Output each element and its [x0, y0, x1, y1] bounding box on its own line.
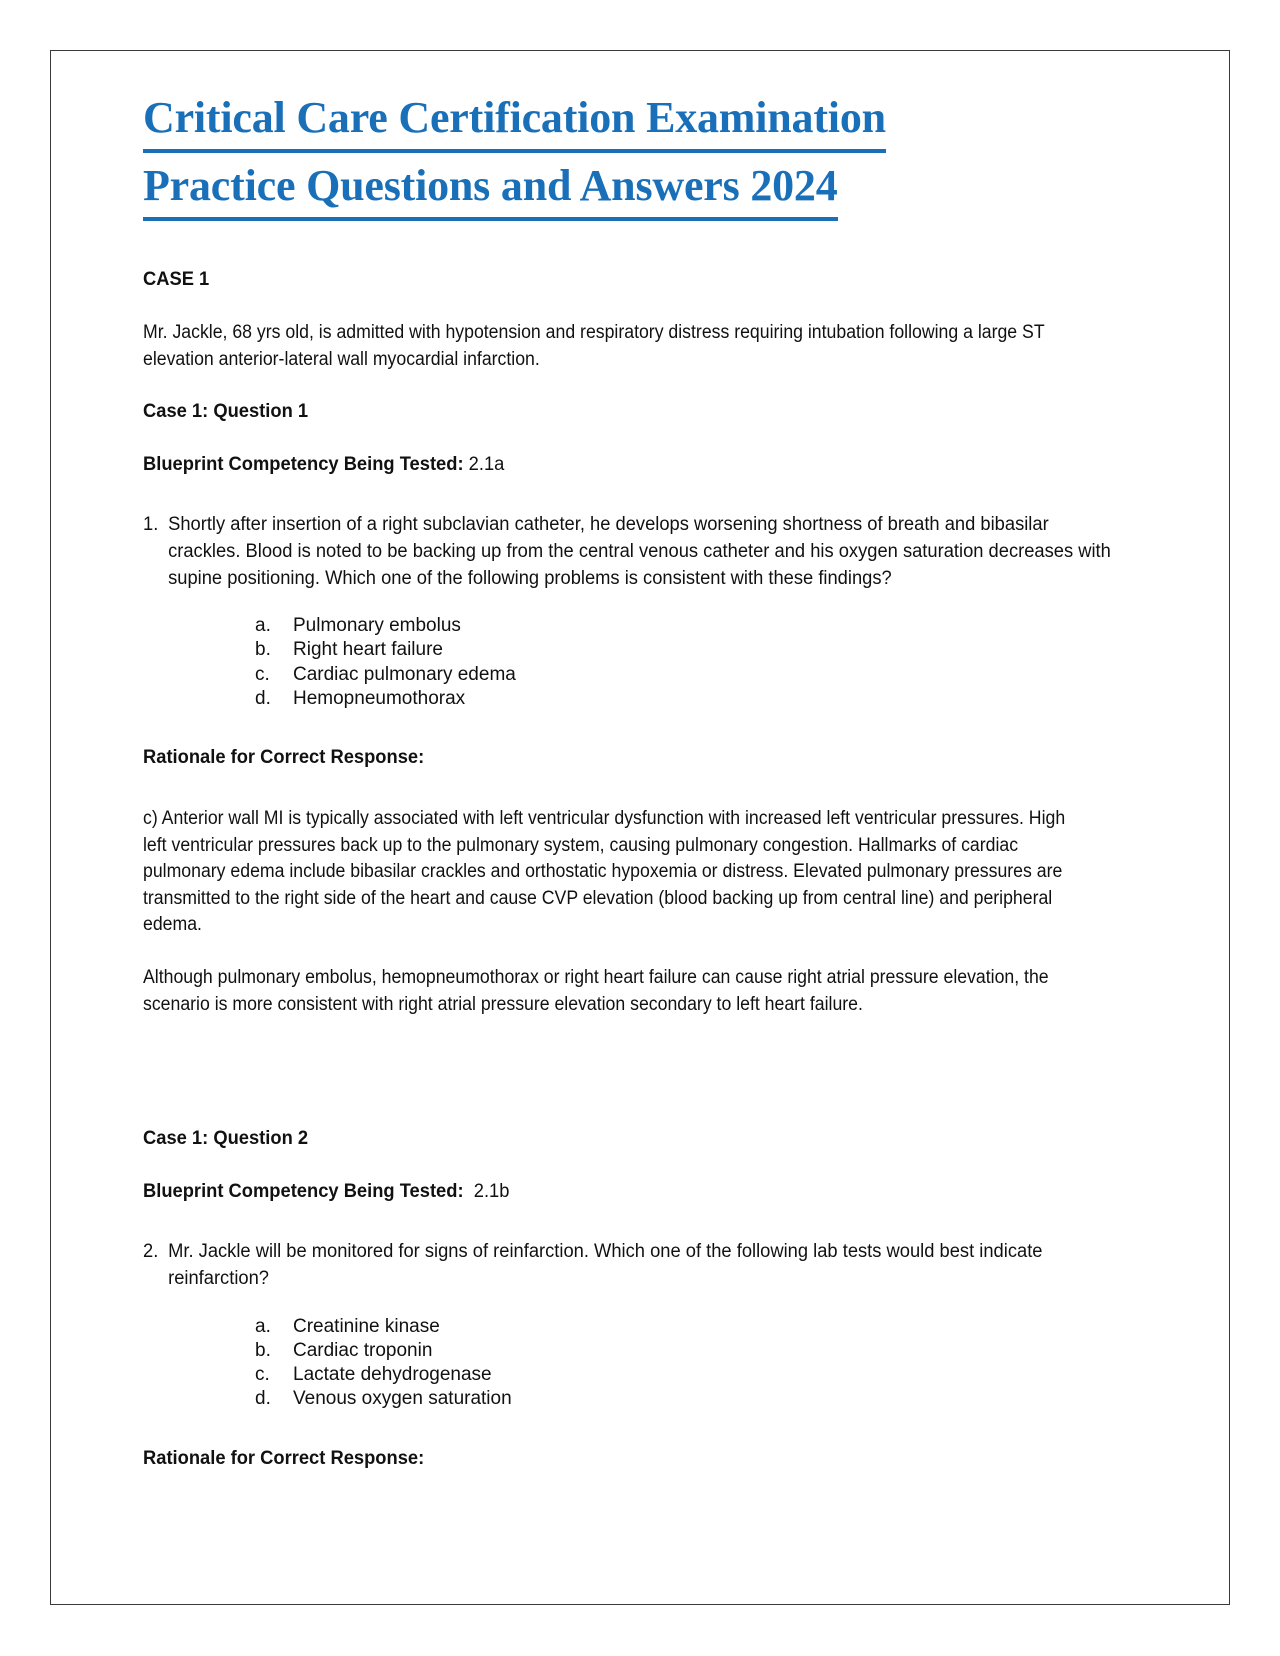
option-item[interactable] [143, 663, 1151, 687]
option-label: Hemopneumothorax [293, 688, 466, 710]
option-label: Right heart failure [293, 639, 443, 661]
question-2-competency [143, 1179, 1116, 1206]
question-1-prompt: Shortly after insertion of a right subclavian catheter, he develops worsening shortness of breath and bibasilar crackles. Blood is noted to be backing up from the central venous catheter and his oxygen saturation decreases with supine positioning. Which one of the following problems is consistent with these findings? [168, 514, 1111, 589]
option-item[interactable] [143, 1339, 1151, 1363]
case-heading: CASE 1 [143, 269, 210, 291]
question-1-rationale-paragraph-2: Although pulmonary embolus, hemopneumothorax or right heart failure can cause right atrial pressure elevation, the scenario is more consistent with right atrial pressure elevation secondary to left heart failure. [143, 966, 1049, 1015]
option-label: Cardiac pulmonary edema [293, 663, 516, 685]
document-body [143, 267, 1151, 1472]
question-1-rationale-heading: Rationale for Correct Response: [143, 747, 425, 769]
option-item[interactable] [143, 687, 1151, 711]
question-2-heading: Case 1: Question 2 [143, 1128, 309, 1150]
question-2-rationale-heading: Rationale for Correct Response: [143, 1447, 425, 1469]
case-stem: Mr. Jackle, 68 yrs old, is admitted with hypotension and respiratory distress requiring intubation following a large ST elevation anterior-lateral wall myocardial infarction. [143, 321, 1045, 370]
question-2-text [143, 1239, 1116, 1292]
option-item[interactable] [143, 1315, 1151, 1339]
page-title-line-1: Critical Care Certification Examination [143, 89, 886, 153]
option-item[interactable] [143, 614, 1151, 638]
option-label: Pulmonary embolus [293, 615, 461, 637]
page-title [143, 89, 1151, 221]
option-letter: c. [255, 663, 270, 685]
question-1-heading: Case 1: Question 1 [143, 401, 309, 423]
question-1-competency [143, 452, 1116, 479]
question-2-number: 2. [143, 1241, 159, 1263]
question-1-competency-label: Blueprint Competency Being Tested: [143, 453, 464, 475]
option-letter: c. [255, 1364, 270, 1386]
option-letter: d. [255, 688, 271, 710]
option-item[interactable] [143, 1363, 1151, 1387]
option-label: Creatinine kinase [293, 1315, 440, 1337]
option-letter: d. [255, 1388, 271, 1410]
question-2-options [143, 1315, 1151, 1412]
page-content [143, 89, 1151, 1472]
question-2-prompt: Mr. Jackle will be monitored for signs of reinfarction. Which one of the following lab tests would best indicate reinfarction? [168, 1241, 1043, 1289]
question-1-rationale-paragraph-1: c) Anterior wall MI is typically associated with left ventricular dysfunction with increased left ventricular pressures. High left ventricular pressures back up to the pulmonary system, causing pulmonary congestion. Hallmarks of cardiac pulmonary edema include bibasilar crackles and orthostatic hypoxemia or distress. Elevated pulmonary pressures are transmitted to the right side of the heart and cause CVP elevation (blood backing up from central line) and peripheral edema. [143, 807, 1066, 936]
option-letter: a. [255, 615, 271, 637]
option-label: Lactate dehydrogenase [293, 1364, 492, 1386]
question-2-competency-label: Blueprint Competency Being Tested: [143, 1180, 464, 1202]
option-letter: a. [255, 1315, 271, 1337]
option-letter: b. [255, 639, 271, 661]
question-1-number: 1. [143, 514, 159, 536]
question-1-options [143, 614, 1151, 711]
question-1-competency-value: 2.1a [468, 453, 505, 475]
page-title-line-2: Practice Questions and Answers 2024 [143, 157, 838, 221]
option-item[interactable] [143, 638, 1151, 662]
question-2-competency-value: 2.1b [473, 1180, 510, 1202]
option-label: Venous oxygen saturation [293, 1388, 512, 1410]
option-letter: b. [255, 1339, 271, 1361]
question-1-text [143, 512, 1116, 592]
document-page [50, 50, 1230, 1605]
option-label: Cardiac troponin [293, 1339, 433, 1361]
option-item[interactable] [143, 1387, 1151, 1411]
